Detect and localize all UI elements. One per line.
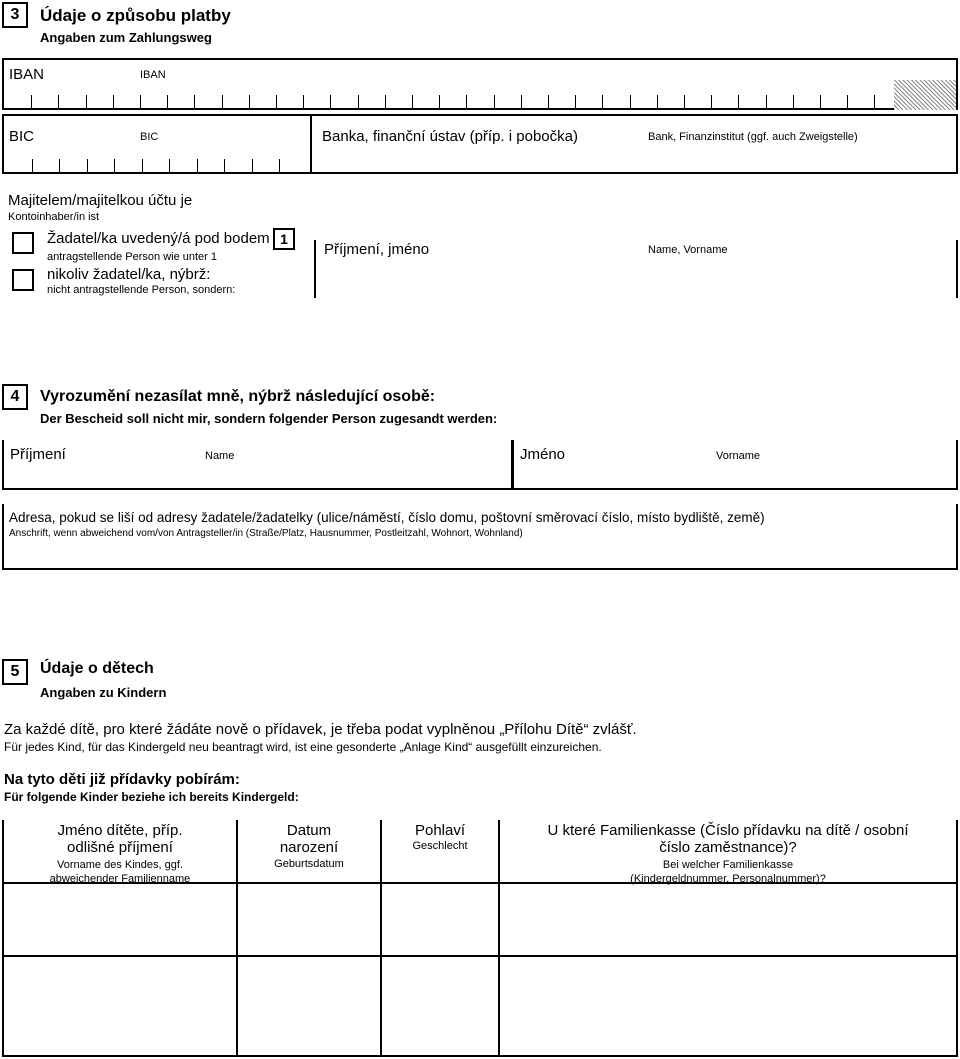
bank-label: Banka, finanční ústav (příp. i pobočka) (322, 128, 578, 145)
holder-label-de: Kontoinhaber/in ist (8, 211, 100, 223)
section-3-subtitle: Angaben zum Zahlungsweg (40, 30, 212, 45)
iban-char-tick (575, 95, 576, 108)
holder-other-label-de: nicht antragstellende Person, sondern: (47, 284, 236, 296)
iban-char-tick (494, 95, 495, 108)
col-gender-label-de: Geschlecht (412, 840, 468, 852)
children-note-de: Für jedes Kind, für das Kindergeld neu beantragt wird, ist eine gesonderte „Anlage Kind“ ausgefüllt einzureichen. (4, 740, 602, 754)
bic-char-tick (279, 159, 280, 172)
bic-char-tick (224, 159, 225, 172)
holder-applicant-checkbox[interactable] (12, 232, 34, 254)
iban-char-tick (847, 95, 848, 108)
iban-char-tick (657, 95, 658, 108)
iban-field[interactable] (2, 58, 958, 110)
iban-char-tick (249, 95, 250, 108)
iban-char-tick (711, 95, 712, 108)
bic-char-tick (169, 159, 170, 172)
surname-label-de: Name (205, 450, 235, 462)
iban-char-tick (874, 95, 875, 108)
section-5-number: 5 (2, 659, 28, 685)
iban-char-tick (113, 95, 114, 108)
section-4-number: 4 (2, 384, 28, 410)
section-5-title: Údaje o dětech (40, 660, 154, 677)
iban-char-tick (330, 95, 331, 108)
holder-name-label-de: Name, Vorname (648, 244, 728, 256)
bic-char-tick (142, 159, 143, 172)
col-birthdate-header (238, 822, 380, 870)
holder-name-label: Příjmení, jméno (324, 241, 430, 258)
col-birthdate-label-de: Geburtsdatum (274, 858, 344, 870)
address-label-de: Anschrift, wenn abweichend vom/von Antragsteller/in (Straße/Platz, Hausnummer, Postleitzahl, Wohnort, Wohnland) (9, 528, 523, 539)
section-1-reference: 1 (273, 228, 295, 250)
iban-char-tick (86, 95, 87, 108)
iban-char-tick (766, 95, 767, 108)
iban-char-tick (276, 95, 277, 108)
bic-char-tick (59, 159, 60, 172)
iban-char-tick (412, 95, 413, 108)
iban-char-tick (630, 95, 631, 108)
existing-children-heading-de: Für folgende Kinder beziehe ich bereits Kindergeld: (4, 790, 299, 804)
iban-char-tick (31, 95, 32, 108)
iban-char-tick (521, 95, 522, 108)
iban-char-tick (222, 95, 223, 108)
col-child-name-header (4, 822, 236, 886)
iban-char-tick (684, 95, 685, 108)
bic-char-tick (114, 159, 115, 172)
bic-char-tick (252, 159, 253, 172)
section-3-title: Údaje o způsobu platby (40, 6, 231, 25)
iban-char-tick (466, 95, 467, 108)
iban-label-de: IBAN (140, 69, 166, 81)
col-child-name-label: Jméno dítěte, příp. odlišné příjmení (57, 822, 183, 856)
iban-char-tick (439, 95, 440, 108)
address-label: Adresa, pokud se liší od adresy žadatele/žadatelky (ulice/náměstí, číslo domu, poštovní směrovací číslo, místo bydliště, země) (9, 510, 765, 525)
bic-label: BIC (9, 128, 35, 145)
bic-field[interactable] (2, 114, 312, 174)
col-child-name-label-de: Vorname des Kindes, ggf. abweichender Familienname (49, 859, 191, 885)
section-4-title: Vyrozumění nezasílat mně, nýbrž následující osobě: (40, 388, 436, 405)
iban-char-tick (548, 95, 549, 108)
iban-char-tick (385, 95, 386, 108)
bank-label-de: Bank, Finanzinstitut (ggf. auch Zweigstelle) (648, 131, 858, 143)
existing-children-heading: Na tyto děti již přídavky pobírám: (4, 771, 240, 788)
section-3-number: 3 (2, 2, 28, 28)
iban-char-tick (167, 95, 168, 108)
holder-other-label: nikoliv žadatel/ka, nýbrž: (47, 266, 211, 283)
iban-char-tick (738, 95, 739, 108)
holder-applicant-label-de: antragstellende Person wie unter 1 (47, 251, 217, 263)
holder-other-checkbox[interactable] (12, 269, 34, 291)
col-gender-label: Pohlaví (414, 822, 466, 839)
surname-field[interactable] (2, 440, 513, 490)
firstname-label: Jméno (520, 446, 566, 463)
iban-char-tick (58, 95, 59, 108)
col-gender-header (382, 822, 498, 852)
firstname-field[interactable] (512, 440, 958, 490)
section-5-subtitle: Angaben zu Kindern (40, 685, 167, 700)
col-familienkasse-label-de: Bei welcher Familienkasse (Kindergeldnummer, Personalnummer)? (630, 859, 826, 885)
col-birthdate-label: Datum narození (279, 822, 339, 856)
section-4-subtitle: Der Bescheid soll nicht mir, sondern folgender Person zugesandt werden: (40, 411, 498, 426)
holder-label: Majitelem/majitelkou účtu je (8, 192, 193, 209)
bic-char-tick (32, 159, 33, 172)
iban-label: IBAN (9, 66, 45, 83)
iban-char-tick (358, 95, 359, 108)
surname-label: Příjmení (10, 446, 66, 463)
bic-char-tick (87, 159, 88, 172)
col-familienkasse-label: U které Familienkasse (Číslo přídavku na dítě / osobní číslo zaměstnance)? (547, 822, 909, 856)
bic-char-tick (197, 159, 198, 172)
iban-char-tick (793, 95, 794, 108)
iban-hatched-area (894, 80, 956, 110)
iban-char-tick (140, 95, 141, 108)
iban-char-tick (303, 95, 304, 108)
iban-char-tick (820, 95, 821, 108)
col-familienkasse-header (500, 822, 956, 886)
children-note: Za každé dítě, pro které žádáte nově o přídavek, je třeba podat vyplněnou „Přílohu Dítě“ zvlášť. (4, 721, 637, 738)
bic-label-de: BIC (140, 131, 159, 143)
holder-applicant-label: Žadatel/ka uvedený/á pod bodem (47, 230, 270, 247)
iban-char-tick (194, 95, 195, 108)
iban-char-tick (602, 95, 603, 108)
firstname-label-de: Vorname (716, 450, 761, 462)
